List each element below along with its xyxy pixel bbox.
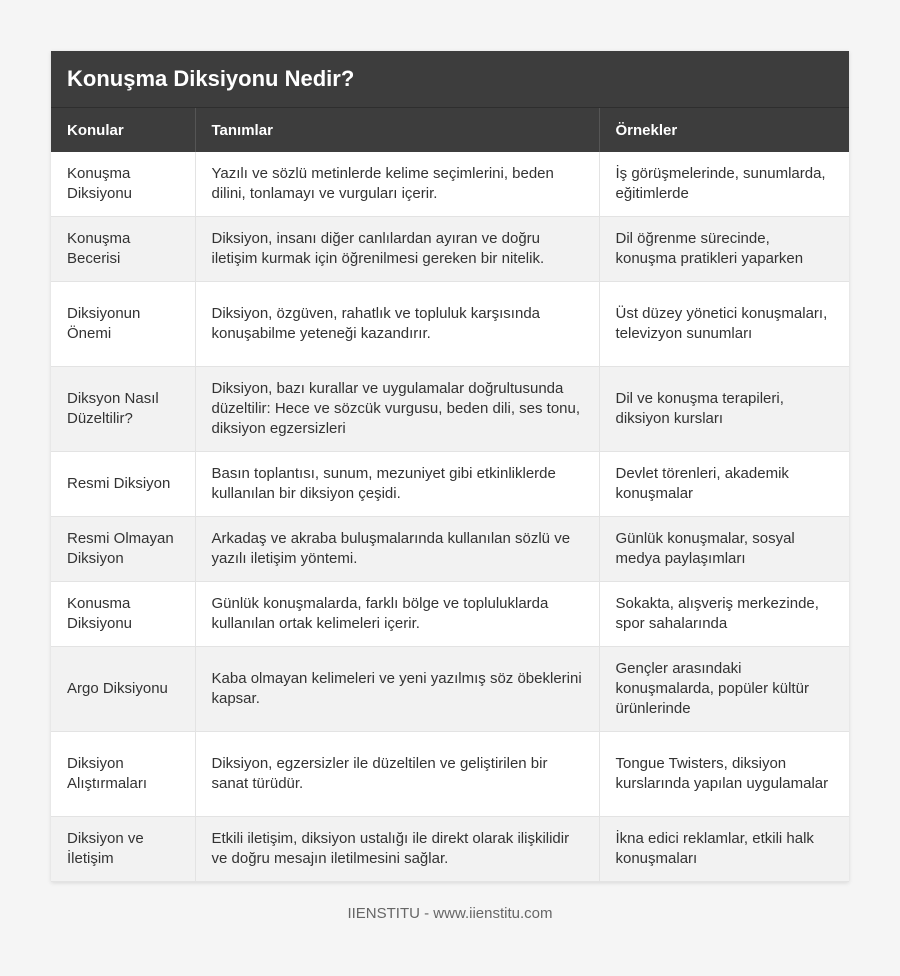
definition-cell: Yazılı ve sözlü metinlerde kelime seçimlerini, beden dilini, tonlamayı ve vurguları içerir. [195, 152, 599, 217]
data-table [51, 108, 849, 882]
definition-cell: Diksiyon, insanı diğer canlılardan ayıran ve doğru iletişim kurmak için öğrenilmesi gereken bir nitelik. [195, 217, 599, 282]
topic-cell: Konusma Diksiyonu [51, 582, 195, 647]
table-row [51, 817, 849, 882]
topic-cell: Konuşma Diksiyonu [51, 152, 195, 217]
definition-cell: Kaba olmayan kelimeleri ve yeni yazılmış söz öbeklerini kapsar. [195, 647, 599, 732]
topic-cell: Diksiyon ve İletişim [51, 817, 195, 882]
header-examples: Örnekler [599, 108, 849, 152]
topic-cell: Diksiyon Alıştırmaları [51, 732, 195, 817]
header-row [51, 108, 849, 152]
topic-cell: Resmi Diksiyon [51, 452, 195, 517]
table-row [51, 582, 849, 647]
topic-cell: Resmi Olmayan Diksiyon [51, 517, 195, 582]
example-cell: Dil ve konuşma terapileri, diksiyon kursları [599, 367, 849, 452]
example-cell: Sokakta, alışveriş merkezinde, spor sahalarında [599, 582, 849, 647]
example-cell: Üst düzey yönetici konuşmaları, televizyon sunumları [599, 282, 849, 367]
table-row [51, 282, 849, 367]
table-row [51, 152, 849, 217]
example-cell: İş görüşmelerinde, sunumlarda, eğitimlerde [599, 152, 849, 217]
table-card [51, 51, 849, 882]
topic-cell: Konuşma Becerisi [51, 217, 195, 282]
table-row [51, 517, 849, 582]
example-cell: Günlük konuşmalar, sosyal medya paylaşımları [599, 517, 849, 582]
table-row [51, 367, 849, 452]
header-topics: Konular [51, 108, 195, 152]
topic-cell: Argo Diksiyonu [51, 647, 195, 732]
example-cell: İkna edici reklamlar, etkili halk konuşmaları [599, 817, 849, 882]
definition-cell: Basın toplantısı, sunum, mezuniyet gibi etkinliklerde kullanılan bir diksiyon çeşidi. [195, 452, 599, 517]
table-row [51, 217, 849, 282]
topic-cell: Diksyon Nasıl Düzeltilir? [51, 367, 195, 452]
page-title: Konuşma Diksiyonu Nedir? [51, 51, 849, 108]
topic-cell: Diksiyonun Önemi [51, 282, 195, 367]
definition-cell: Diksiyon, egzersizler ile düzeltilen ve geliştirilen bir sanat türüdür. [195, 732, 599, 817]
definition-cell: Günlük konuşmalarda, farklı bölge ve topluluklarda kullanılan ortak kelimeleri içerir. [195, 582, 599, 647]
table-row [51, 732, 849, 817]
example-cell: Gençler arasındaki konuşmalarda, popüler kültür ürünlerinde [599, 647, 849, 732]
footer-credit: IIENSTITU - www.iienstitu.com [347, 905, 553, 922]
definition-cell: Etkili iletişim, diksiyon ustalığı ile direkt olarak ilişkilidir ve doğru mesajın iletilmesini sağlar. [195, 817, 599, 882]
table-row [51, 452, 849, 517]
example-cell: Devlet törenleri, akademik konuşmalar [599, 452, 849, 517]
definition-cell: Diksiyon, özgüven, rahatlık ve topluluk karşısında konuşabilme yeteneği kazandırır. [195, 282, 599, 367]
table-row [51, 647, 849, 732]
example-cell: Dil öğrenme sürecinde, konuşma pratikleri yaparken [599, 217, 849, 282]
header-definitions: Tanımlar [195, 108, 599, 152]
example-cell: Tongue Twisters, diksiyon kurslarında yapılan uygulamalar [599, 732, 849, 817]
definition-cell: Diksiyon, bazı kurallar ve uygulamalar doğrultusunda düzeltilir: Hece ve sözcük vurgusu, beden dili, ses tonu, diksiyon egzersizleri [195, 367, 599, 452]
definition-cell: Arkadaş ve akraba buluşmalarında kullanılan sözlü ve yazılı iletişim yöntemi. [195, 517, 599, 582]
